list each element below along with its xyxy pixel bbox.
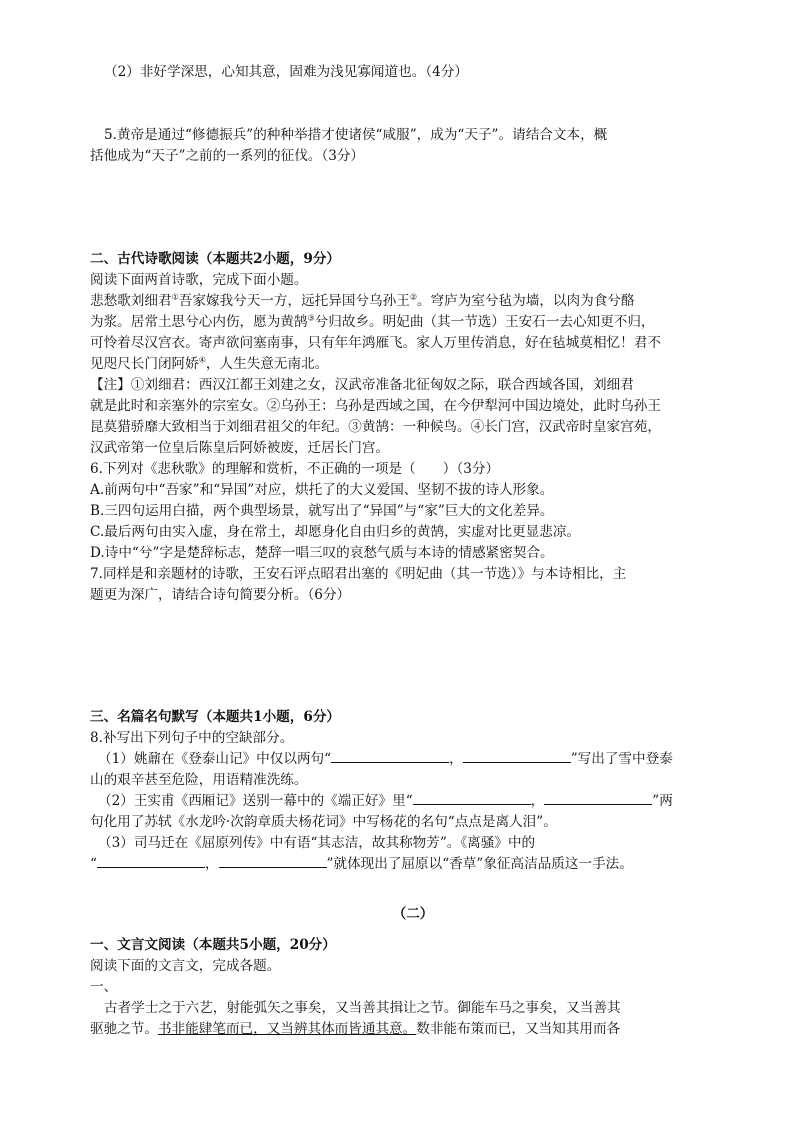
passage-line-2: 驱驰之节。书非能肆笔而已，又当辨其体而皆通其意。数非能布策而已，又当知其用而各 (90, 1021, 621, 1037)
note-line-1: 【注】①刘细君：西汉江都王刘建之女，汉武帝准备北征匈奴之际，联合西域各国，刘细君 (90, 377, 634, 393)
part2-heading: 一、文言文阅读（本题共5小题，20分） (90, 937, 336, 953)
underlined-sentence: 书非能肆笔而已，又当辨其体而皆通其意。 (157, 1021, 417, 1037)
poem-line-3: 可怜着尽汉宫衣。寄声欲问塞南事，只有年年鸿雁飞。家人万里传消息，好在毡城莫相忆！君不 (90, 335, 661, 351)
question-5-line1: 5.黄帝是通过“修德振兵”的种种举措才使诸侯“咸服”，成为“天子”。请结合文本，概 (104, 127, 608, 143)
question-7-line1: 7.同样是和亲题材的诗歌，王安石评点昭君出塞的《明妃曲（其一节选）》与本诗相比，主 (90, 566, 627, 582)
question-6-option-d: D.诗中“兮”字是楚辞标志，楚辞一唱三叹的哀愁气质与本诗的情感紧密契合。 (90, 545, 554, 561)
note-line-2: 就是此时和亲塞外的宗室女。②乌孙王：乌孙是西域之国，在今伊犁河中国边境处，此时乌孙王 (90, 398, 661, 414)
part2-marker: 一、 (90, 979, 118, 995)
question-8-1-line1: （1）姚鼐在《登泰山记》中仅以两句“ ， ”写出了雪中登泰 (98, 751, 673, 767)
poem-line-1: 悲愁歌刘细君①吾家嫁我兮天一方，远托异国兮乌孙王②。穹庐为室兮毡为墙，以肉为食兮酪 (90, 292, 635, 309)
question-8-3-line2: “ ， ”就体现出了屈原以“香草”象征高洁品质这一手法。 (90, 856, 633, 872)
answer-blank[interactable] (219, 854, 327, 868)
answer-blank[interactable] (463, 749, 571, 763)
note-line-4: 汉武帝第一位皇后陈皇后阿娇被废，迁居长门宫。 (90, 440, 390, 456)
question-8-3-line1: （3）司马迁在《屈原列传》中有语“其志洁，故其称物芳”。《离骚》中的 (98, 835, 536, 851)
question-8-2-line2: 句化用了苏轼《水龙吟·次韵章质夫杨花词》中写杨花的名句“点点是离人泪”。 (90, 814, 557, 830)
section3-heading: 三、名篇名句默写（本题共1小题，6分） (90, 709, 341, 725)
section2-heading: 二、古代诗歌阅读（本题共2小题，9分） (90, 251, 341, 267)
answer-blank[interactable] (413, 791, 531, 805)
question-4-2: （2）非好学深思，心知其意，固难为浅见寡闻道也。（4分） (104, 64, 468, 80)
part2-intro: 阅读下面的文言文，完成各题。 (90, 958, 281, 974)
answer-blank[interactable] (331, 749, 449, 763)
passage-line-1: 古者学士之于六艺，射能弧矢之事矣，又当善其揖让之节。御能车马之事矣，又当善其 (104, 1000, 621, 1016)
question-6-option-a: A.前两句中“吾家”和“异国”对应，烘托了的大义爱国、坚韧不拔的诗人形象。 (90, 482, 554, 498)
poem-line-2: 为浆。居常土思兮心内伤，愿为黄鹄③兮归故乡。明妃曲（其一节选）王安石一去心知更不归， (90, 313, 655, 330)
question-6-option-c: C.最后两句由实入虚，身在常土，却愿身化自由归乡的黄鹄，实虚对比更显悲凉。 (90, 524, 581, 540)
answer-blank[interactable] (97, 854, 205, 868)
poem-line-4: 见咫尺长门闭阿娇④，人生失意无南北。 (90, 355, 329, 372)
question-8-1-line2: 山的艰辛甚至危险，用语精准洗练。 (90, 772, 308, 788)
question-8: 8.补写出下列句子中的空缺部分。 (90, 730, 294, 746)
question-5-line2: 括他成为“天子”之前的一系列的征伐。（3分） (90, 148, 365, 164)
note-line-3: 昆莫猎骄靡大致相当于刘细君祖父的年纪。③黄鹄：一种候鸟。④长门宫，汉武帝时皇家宫苑， (90, 419, 661, 435)
section2-intro: 阅读下面两首诗歌，完成下面小题。 (90, 272, 308, 288)
question-8-2-line1: （2）王实甫《西厢记》送别一幕中的《端正好》里“ ， ”两 (98, 793, 673, 809)
part2-title: （二） (392, 906, 434, 922)
answer-blank[interactable] (544, 791, 652, 805)
question-6: 6.下列对《悲秋歌》的理解和赏析，不正确的一项是（ ）（3分） (90, 461, 500, 477)
question-6-option-b: B.三四句运用白描，两个典型场景，就写出了“异国”与“家”巨大的文化差异。 (90, 503, 554, 519)
question-7-line2: 题更为深广，请结合诗句简要分析。（6分） (90, 587, 351, 603)
